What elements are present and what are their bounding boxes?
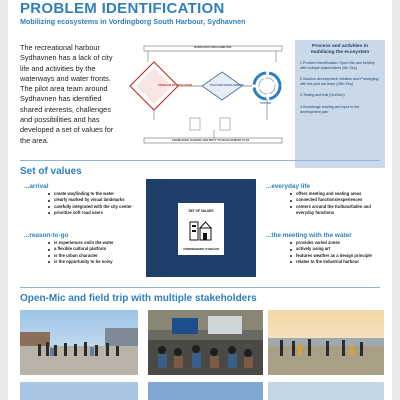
process-step-1: 1.Problem Identification: Open-Mic and fieldtrip with multiple stakeholders (5th Sep) — [300, 61, 375, 70]
values-card-title: SET OF VALUES — [188, 209, 214, 213]
page-subtitle: Mobilizing ecosystems in Vordingborg South Harbour, Sydhavnen — [20, 17, 246, 26]
page-title: PROBLEM IDENTIFICATION — [20, 0, 225, 17]
values-arrival-list — [48, 191, 132, 216]
problem-label: PROBLEM IDENTIFICATION — [158, 84, 193, 87]
document-icon — [190, 118, 200, 130]
values-meeting-title: ...the meeting with the water — [266, 232, 352, 239]
poster-page — [8, 0, 392, 400]
section-divider — [20, 287, 380, 288]
values-card — [178, 203, 224, 255]
list-item: relates to the Industrial harbour — [290, 259, 372, 265]
testing-label: TESTING — [260, 102, 272, 105]
list-item: provides varied zones — [290, 240, 372, 246]
values-reason-list — [48, 240, 114, 265]
process-title: Process and activities in mobilizing the ecosystem — [310, 44, 370, 55]
list-item: prioritize soft road users — [48, 210, 132, 216]
section-divider — [20, 160, 380, 161]
process-step-2: 2.Solution development: Ideation and Prototyping with the pilot are team (19th Sep) — [300, 77, 379, 86]
list-item: features weather as a design principle — [290, 253, 372, 259]
list-item: is the opportunity to be noisy — [48, 259, 114, 265]
photo-waterfront-walk — [268, 310, 384, 375]
process-step-4: 4.Knowledge sharing and input to the development plan — [300, 104, 360, 114]
values-everyday-title: ...everyday life — [266, 183, 311, 190]
list-item: is the urban character — [48, 253, 114, 259]
testing-cycle — [254, 73, 280, 99]
list-item: a flexible cultural platform — [48, 246, 114, 252]
list-item: is experiences on/in the water — [48, 240, 114, 246]
list-item: create wayfinding to the water — [48, 191, 132, 197]
values-card-subtitle: VORDINGBORG SYDHAVN — [183, 247, 219, 251]
values-reason-title: ...reason-to-go — [24, 232, 69, 239]
values-title: Set of values — [20, 166, 82, 177]
photo-indoor-meeting — [148, 310, 263, 375]
process-step-3: 3.Testing and trial (Oct/Nov) — [300, 93, 345, 98]
photo-harbour-group — [20, 310, 138, 375]
list-item: clearly marked by visual landmarks — [48, 197, 132, 203]
solution-label: SOLUTION DEVELOPMENT — [210, 84, 244, 87]
photo-bottom-2 — [148, 382, 263, 400]
list-item: centers around the Kulturarfaden and everyday functions — [290, 204, 380, 217]
knowledge-label: KNOWLEDGE SHARING AND INPUT TO DEVELOPMENT PLAN — [172, 139, 250, 142]
process-diagram — [124, 40, 289, 168]
process-panel — [295, 40, 385, 168]
document-icon — [220, 118, 230, 130]
list-item: carefully integrated with the city center — [48, 204, 132, 210]
list-item: connected functions/experiences — [290, 197, 380, 203]
city-icon — [188, 216, 214, 242]
intro-paragraph: The recreational harbour Sydhavnen has a lack of city life and activities by the waterways and water fronts. The pilot area team around Sydhavnen has identified shared interests, challenges and possibilities and has developed a set of values for the area. — [20, 43, 114, 145]
values-everyday-list — [290, 191, 380, 216]
list-item: offers meeting and seating areas — [290, 191, 380, 197]
photo-bottom-3 — [268, 382, 384, 400]
workshop-label: WORKSHOP AND EXHIBITION — [194, 46, 232, 49]
values-arrival-title: ...arrival — [24, 183, 49, 190]
values-meeting-list — [290, 240, 372, 265]
list-item: actively using art — [290, 246, 372, 252]
photo-bottom-1 — [20, 382, 138, 400]
photos-title: Open-Mic and field trip with multiple stakeholders — [20, 293, 257, 304]
